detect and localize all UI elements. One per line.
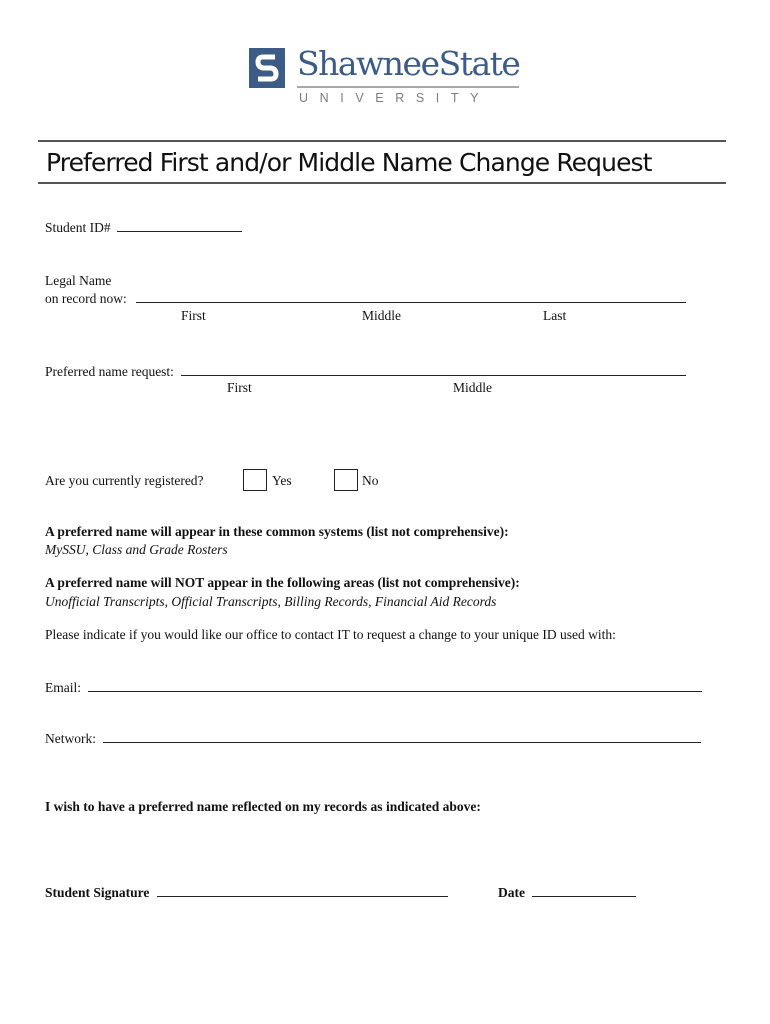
wish-statement: I wish to have a preferred name reflected on my records as indicated above:	[45, 799, 481, 814]
no-checkbox[interactable]	[334, 469, 358, 491]
yes-label: Yes	[272, 473, 292, 488]
student-id-row	[45, 219, 242, 236]
legal-name-row	[45, 290, 686, 307]
no-label: No	[362, 473, 379, 488]
network-field[interactable]	[103, 730, 701, 743]
signature-field[interactable]	[157, 884, 448, 897]
indicate-text: Please indicate if you would like our office to contact IT to request a change to your unique ID used with:	[45, 627, 616, 642]
legal-first-caption: First	[181, 308, 206, 323]
preferred-name-field[interactable]	[181, 363, 686, 376]
preferred-middle-caption: Middle	[453, 380, 492, 395]
yes-checkbox[interactable]	[243, 469, 267, 491]
date-field[interactable]	[532, 884, 636, 897]
logo-divider	[297, 86, 519, 88]
email-field[interactable]	[88, 679, 702, 692]
title-rule-top	[38, 140, 726, 142]
appear-items: MySSU, Class and Grade Rosters	[45, 542, 228, 557]
signature-label: Student Signature	[45, 885, 150, 900]
logo-subtitle: UNIVERSITY	[299, 91, 491, 105]
student-id-label: Student ID#	[45, 220, 111, 235]
preferred-first-caption: First	[227, 380, 252, 395]
legal-name-field[interactable]	[136, 290, 686, 303]
registered-question: Are you currently registered?	[45, 473, 204, 488]
page-title: Preferred First and/or Middle Name Change Request	[46, 148, 652, 177]
university-logo-icon	[249, 48, 285, 88]
title-rule-bottom	[38, 182, 726, 184]
legal-last-caption: Last	[543, 308, 567, 323]
not-appear-items: Unofficial Transcripts, Official Transcripts, Billing Records, Financial Aid Records	[45, 594, 497, 609]
student-id-field[interactable]	[117, 219, 242, 232]
email-label: Email:	[45, 680, 81, 695]
date-label: Date	[498, 885, 525, 900]
appear-heading: A preferred name will appear in these common systems (list not comprehensive):	[45, 524, 509, 539]
email-row	[45, 679, 702, 696]
legal-middle-caption: Middle	[362, 308, 401, 323]
network-row	[45, 730, 701, 747]
date-row	[498, 884, 636, 901]
logo-wordmark: ShawneeState	[297, 44, 520, 83]
signature-row	[45, 884, 448, 901]
legal-name-label-line1: Legal Name	[45, 273, 112, 288]
preferred-name-label: Preferred name request:	[45, 364, 174, 379]
not-appear-heading: A preferred name will NOT appear in the following areas (list not comprehensive):	[45, 575, 520, 590]
network-label: Network:	[45, 731, 96, 746]
legal-name-label-line2: on record now:	[45, 291, 127, 306]
preferred-name-row	[45, 363, 686, 380]
